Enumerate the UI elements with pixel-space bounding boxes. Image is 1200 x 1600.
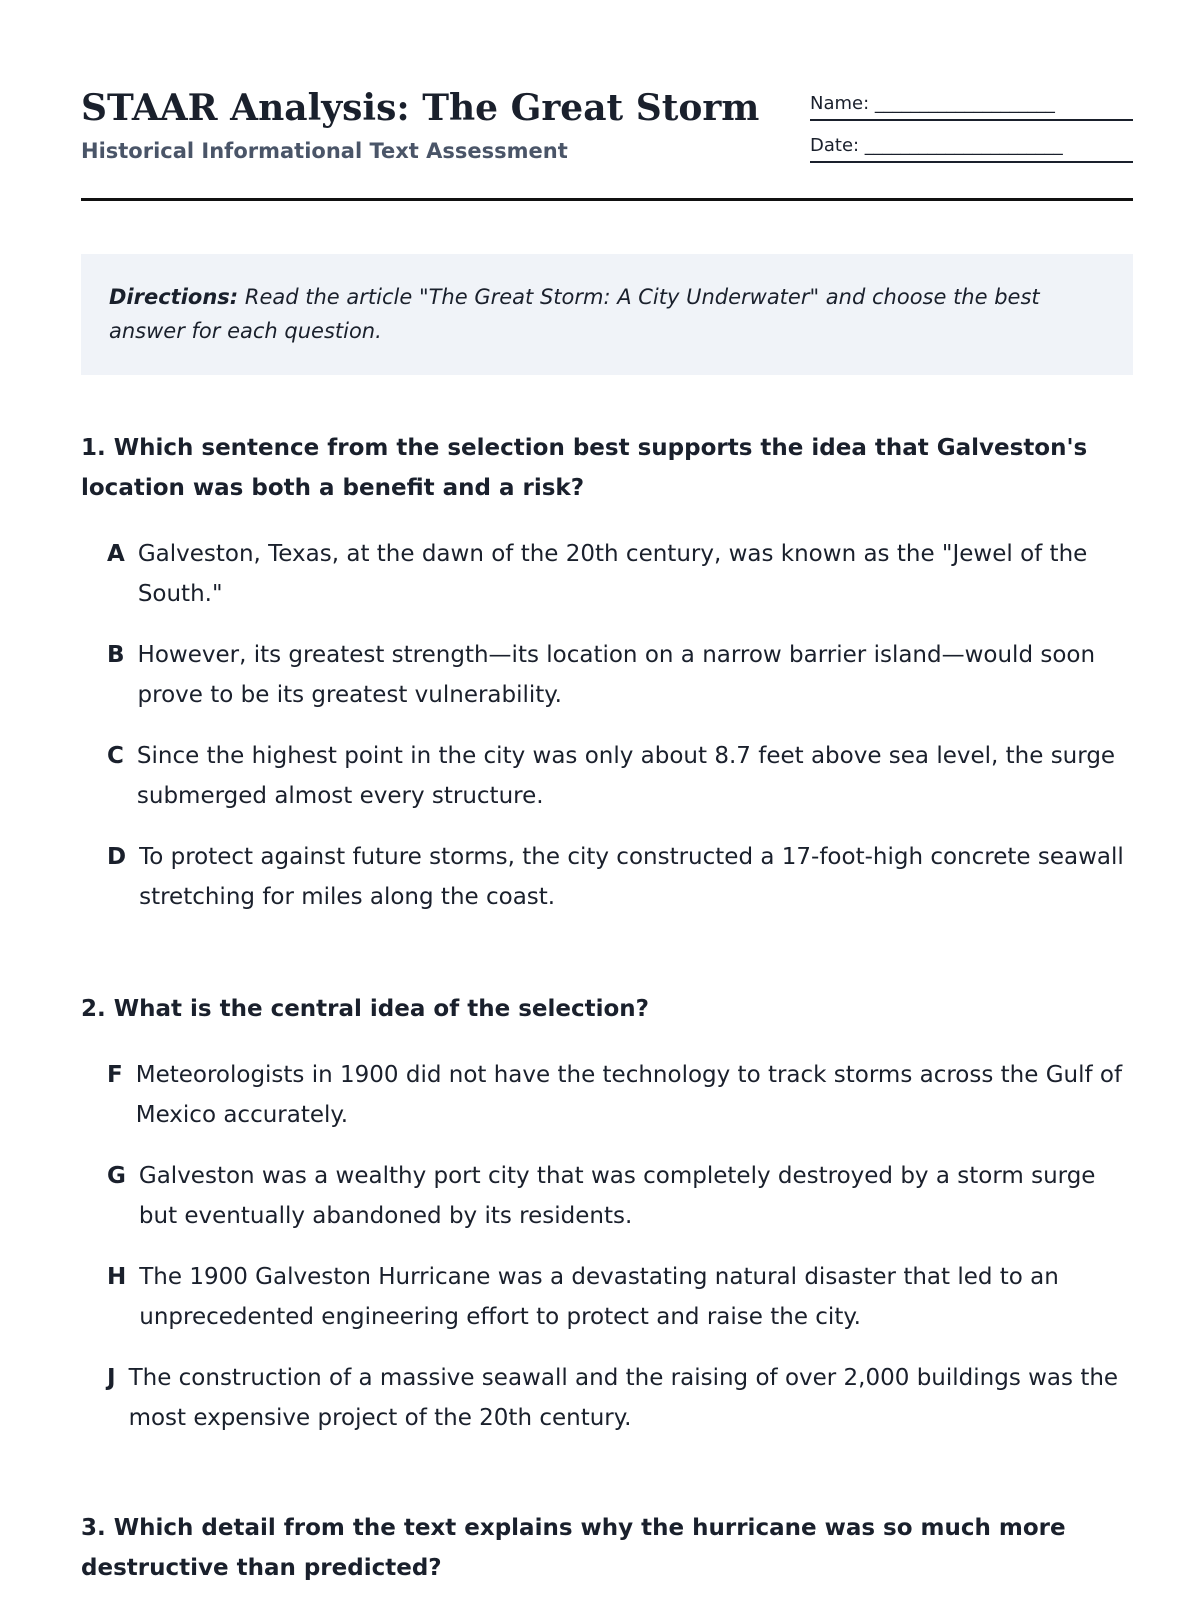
answer-choice-h[interactable]	[107, 1257, 1133, 1337]
choice-text: Galveston was a wealthy port city that was completely destroyed by a storm surge but eventually abandoned by its residents.	[138, 1163, 1096, 1229]
question-2	[81, 989, 1133, 1438]
answer-choice-j[interactable]	[107, 1358, 1133, 1438]
worksheet-page	[81, 0, 1133, 1581]
answer-choice-a[interactable]	[107, 534, 1133, 614]
answer-choice-c[interactable]	[107, 736, 1133, 816]
choice-text: The 1900 Galveston Hurricane was a devastating natural disaster that led to an unprecedented engineering effort to protect and raise the city.	[139, 1264, 1059, 1330]
choice-letter: D	[107, 844, 127, 870]
choice-text: The construction of a massive seawall and the raising of over 2,000 buildings was the most expensive project of the 20th century.	[128, 1365, 1119, 1431]
directions-box	[81, 254, 1133, 375]
question-text: 1. Which sentence from the selection best supports the idea that Galveston's location was both a benefit and a risk?	[81, 435, 1088, 501]
answer-choice-f[interactable]	[107, 1055, 1133, 1135]
choice-letter: H	[107, 1264, 127, 1290]
answer-choices	[81, 534, 1133, 917]
answer-choice-d[interactable]	[107, 837, 1133, 917]
directions-label: Directions:	[109, 285, 239, 309]
question-1	[81, 428, 1133, 917]
choice-text: Since the highest point in the city was only about 8.7 feet above sea level, the surge submerged almost every structure.	[136, 743, 1116, 809]
question-3	[81, 1508, 1133, 1588]
choice-text: To protect against future storms, the city constructed a 17-foot-high concrete seawall stretching for miles along the coast.	[139, 844, 1124, 910]
date-field[interactable]: Date: ______________________	[810, 133, 1133, 163]
choice-text: Meteorologists in 1900 did not have the technology to track storms across the Gulf of Mexico accurately.	[135, 1062, 1123, 1128]
choice-text: Galveston, Texas, at the dawn of the 20th century, was known as the "Jewel of the South."	[137, 541, 1088, 607]
answer-choice-g[interactable]	[107, 1156, 1133, 1236]
name-field[interactable]: Name: ____________________	[810, 91, 1133, 121]
page-subtitle: Historical Informational Text Assessment	[81, 139, 568, 163]
choice-letter: C	[107, 743, 124, 769]
choice-letter: G	[107, 1163, 126, 1189]
answer-choices	[81, 1055, 1133, 1438]
choice-letter: F	[107, 1062, 123, 1088]
question-text: 2. What is the central idea of the selection?	[81, 996, 649, 1022]
question-text: 3. Which detail from the text explains why the hurricane was so much more destructive than predicted?	[81, 1515, 1066, 1581]
choice-letter: B	[107, 642, 125, 668]
worksheet-header	[81, 0, 1133, 201]
choice-text: However, its greatest strength—its location on a narrow barrier island—would soon prove to be its greatest vulnerability.	[137, 642, 1096, 708]
page-title: STAAR Analysis: The Great Storm	[81, 87, 760, 129]
choice-letter: J	[107, 1365, 116, 1391]
directions-text: Read the article "The Great Storm: A City Underwater" and choose the best answer for each question.	[109, 285, 1040, 343]
answer-choice-b[interactable]	[107, 635, 1133, 715]
choice-letter: A	[107, 541, 125, 567]
